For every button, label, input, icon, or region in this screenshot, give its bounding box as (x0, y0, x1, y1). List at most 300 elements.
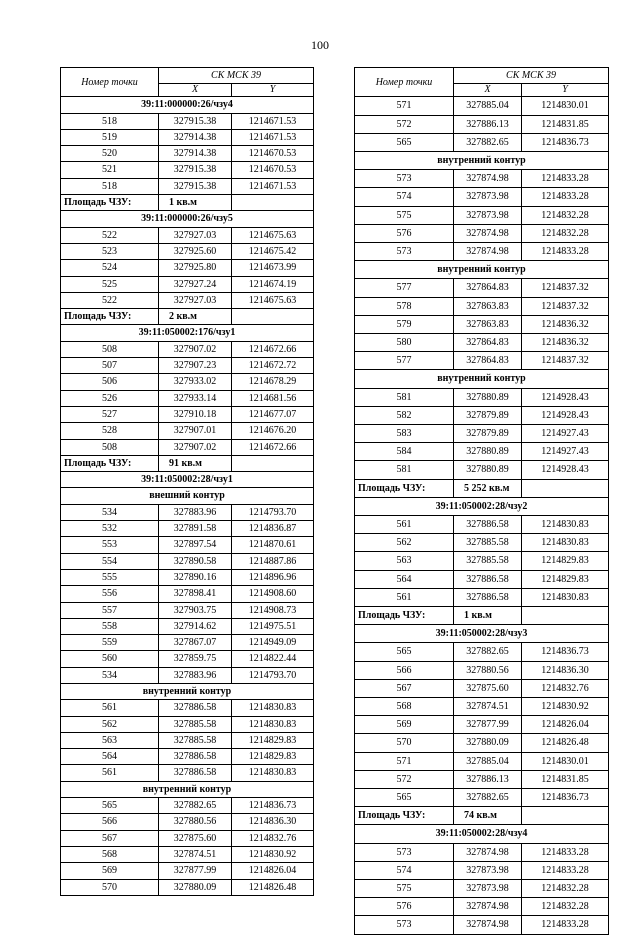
section-title: внутренний контур (355, 370, 609, 388)
point-number-cell: 581 (355, 388, 454, 406)
x-coordinate-cell: 327914.38 (159, 129, 232, 145)
point-number-cell: 578 (355, 297, 454, 315)
table-row (61, 162, 314, 178)
x-coordinate-cell: 327880.56 (454, 661, 522, 679)
area-label: Площадь ЧЗУ: (355, 606, 454, 624)
point-number-cell: 563 (61, 732, 159, 748)
area-label: Площадь ЧЗУ: (61, 455, 159, 471)
x-coordinate-cell: 327873.98 (454, 188, 522, 206)
x-coordinate-cell: 327880.89 (454, 443, 522, 461)
table-row (61, 586, 314, 602)
area-row (355, 606, 609, 624)
point-number-cell: 565 (355, 643, 454, 661)
point-number-cell: 506 (61, 374, 159, 390)
table-row (355, 297, 609, 315)
y-coordinate-cell: 1214836.73 (522, 133, 609, 151)
x-coordinate-cell: 327885.58 (454, 534, 522, 552)
table-row (355, 443, 609, 461)
coordinates-table-left (60, 67, 314, 896)
x-coordinate-cell: 327877.99 (159, 863, 232, 879)
table-row (355, 133, 609, 151)
x-coordinate-cell: 327914.62 (159, 618, 232, 634)
y-coordinate-cell: 1214826.48 (232, 879, 314, 895)
point-number-cell: 560 (61, 651, 159, 667)
table-row (355, 333, 609, 351)
y-coordinate-cell: 1214830.83 (232, 765, 314, 781)
table-row (61, 863, 314, 879)
empty-cell (522, 479, 609, 497)
point-number-cell: 566 (355, 661, 454, 679)
y-coordinate-cell: 1214830.92 (522, 698, 609, 716)
point-number-cell: 520 (61, 146, 159, 162)
table-row (61, 374, 314, 390)
y-coordinate-cell: 1214832.76 (232, 830, 314, 846)
header-row (61, 68, 314, 84)
y-coordinate-cell: 1214830.83 (232, 700, 314, 716)
table-row (61, 553, 314, 569)
x-coordinate-cell: 327885.58 (159, 732, 232, 748)
y-coordinate-cell: 1214832.28 (522, 206, 609, 224)
x-coordinate-cell: 327886.13 (454, 770, 522, 788)
point-number-cell: 526 (61, 390, 159, 406)
table-row (61, 732, 314, 748)
table-row (355, 188, 609, 206)
point-number-header: Номер точки (355, 68, 454, 97)
x-coordinate-cell: 327864.83 (454, 352, 522, 370)
area-row (61, 455, 314, 471)
table-row (355, 734, 609, 752)
table-row (61, 276, 314, 292)
point-number-cell: 579 (355, 315, 454, 333)
x-coordinate-cell: 327875.60 (159, 830, 232, 846)
y-coordinate-cell: 1214678.29 (232, 374, 314, 390)
point-number-cell: 532 (61, 521, 159, 537)
y-coordinate-cell: 1214927.43 (522, 424, 609, 442)
table-row (61, 521, 314, 537)
y-coordinate-cell: 1214675.63 (232, 292, 314, 308)
page-number: 100 (311, 38, 329, 52)
point-number-cell: 565 (355, 789, 454, 807)
y-coordinate-cell: 1214829.83 (522, 570, 609, 588)
table-row (355, 97, 609, 115)
section-title: 39:11:000000:26/чзу5 (61, 211, 314, 227)
section-header-row (61, 211, 314, 227)
y-coordinate-cell: 1214675.63 (232, 227, 314, 243)
y-coordinate-cell: 1214928.43 (522, 461, 609, 479)
point-number-cell: 575 (355, 880, 454, 898)
x-coordinate-cell: 327873.98 (454, 206, 522, 224)
x-coordinate-cell: 327864.83 (454, 333, 522, 351)
point-number-cell: 561 (355, 515, 454, 533)
table-row (355, 861, 609, 879)
table-row (61, 749, 314, 765)
point-number-cell: 573 (355, 170, 454, 188)
y-coordinate-cell: 1214830.83 (522, 588, 609, 606)
x-coordinate-cell: 327874.98 (454, 170, 522, 188)
x-coordinate-cell: 327880.09 (454, 734, 522, 752)
x-coordinate-cell: 327882.65 (159, 798, 232, 814)
table-row (355, 588, 609, 606)
x-coordinate-cell: 327898.41 (159, 586, 232, 602)
x-coordinate-cell: 327890.16 (159, 569, 232, 585)
point-number-cell: 561 (61, 765, 159, 781)
point-number-cell: 555 (61, 569, 159, 585)
x-coordinate-cell: 327915.38 (159, 113, 232, 129)
x-coordinate-cell: 327910.18 (159, 406, 232, 422)
empty-cell (522, 606, 609, 624)
y-coordinate-cell: 1214908.60 (232, 586, 314, 602)
x-coordinate-cell: 327874.51 (159, 846, 232, 862)
table-row (61, 178, 314, 194)
point-number-cell: 525 (61, 276, 159, 292)
point-number-cell: 569 (61, 863, 159, 879)
y-coordinate-cell: 1214837.32 (522, 297, 609, 315)
crs-header: СК МСК 39 (454, 68, 609, 84)
x-coordinate-cell: 327859.75 (159, 651, 232, 667)
y-coordinate-cell: 1214837.32 (522, 279, 609, 297)
table-row (61, 537, 314, 553)
point-number-cell: 564 (355, 570, 454, 588)
x-coordinate-cell: 327874.51 (454, 698, 522, 716)
area-value: 5 252 кв.м (454, 479, 522, 497)
y-coordinate-cell: 1214949.09 (232, 635, 314, 651)
section-title: 39:11:000000:26/чзу4 (61, 97, 314, 113)
y-coordinate-cell: 1214870.61 (232, 537, 314, 553)
y-coordinate-cell: 1214833.28 (522, 916, 609, 934)
table-row (355, 898, 609, 916)
y-coordinate-cell: 1214831.85 (522, 770, 609, 788)
x-coordinate-cell: 327879.89 (454, 406, 522, 424)
point-number-cell: 562 (61, 716, 159, 732)
x-coordinate-cell: 327867.07 (159, 635, 232, 651)
table-row (355, 388, 609, 406)
table-row (355, 679, 609, 697)
x-coordinate-cell: 327885.04 (454, 752, 522, 770)
x-coordinate-cell: 327874.98 (454, 898, 522, 916)
point-number-cell: 521 (61, 162, 159, 178)
x-coordinate-cell: 327907.01 (159, 423, 232, 439)
x-coordinate-cell: 327883.96 (159, 504, 232, 520)
point-number-header: Номер точки (61, 68, 159, 97)
y-coordinate-cell: 1214928.43 (522, 406, 609, 424)
y-coordinate-cell: 1214908.73 (232, 602, 314, 618)
table-row (355, 406, 609, 424)
y-coordinate-cell: 1214832.76 (522, 679, 609, 697)
point-number-cell: 574 (355, 861, 454, 879)
x-coordinate-cell: 327886.58 (159, 765, 232, 781)
y-coordinate-cell: 1214836.73 (232, 798, 314, 814)
y-coordinate-cell: 1214833.28 (522, 242, 609, 260)
point-number-cell: 569 (355, 716, 454, 734)
y-coordinate-cell: 1214831.85 (522, 115, 609, 133)
y-coordinate-cell: 1214832.28 (522, 224, 609, 242)
y-coordinate-cell: 1214672.72 (232, 358, 314, 374)
table-row (61, 765, 314, 781)
y-coordinate-cell: 1214832.28 (522, 880, 609, 898)
table-row (355, 115, 609, 133)
y-coordinate-cell: 1214793.70 (232, 667, 314, 683)
y-coordinate-cell: 1214671.53 (232, 178, 314, 194)
table-row (355, 242, 609, 260)
y-header: Y (522, 84, 609, 97)
point-number-cell: 563 (355, 552, 454, 570)
table-row (61, 716, 314, 732)
y-coordinate-cell: 1214826.48 (522, 734, 609, 752)
table-row (61, 651, 314, 667)
point-number-cell: 570 (355, 734, 454, 752)
table-row (355, 770, 609, 788)
y-coordinate-cell: 1214830.83 (232, 716, 314, 732)
table-row (355, 698, 609, 716)
header-row (355, 68, 609, 84)
x-coordinate-cell: 327933.02 (159, 374, 232, 390)
table-row (355, 534, 609, 552)
x-coordinate-cell: 327907.23 (159, 358, 232, 374)
y-coordinate-cell: 1214836.30 (232, 814, 314, 830)
point-number-cell: 573 (355, 916, 454, 934)
point-number-cell: 553 (61, 537, 159, 553)
x-coordinate-cell: 327863.83 (454, 297, 522, 315)
x-coordinate-cell: 327886.58 (159, 700, 232, 716)
point-number-cell: 574 (355, 188, 454, 206)
table-row (355, 661, 609, 679)
y-coordinate-cell: 1214830.01 (522, 752, 609, 770)
area-row (355, 479, 609, 497)
table-row (61, 113, 314, 129)
point-number-cell: 524 (61, 260, 159, 276)
point-number-cell: 523 (61, 243, 159, 259)
y-coordinate-cell: 1214672.66 (232, 341, 314, 357)
section-title: внутренний контур (355, 151, 609, 169)
x-coordinate-cell: 327907.02 (159, 341, 232, 357)
x-coordinate-cell: 327885.04 (454, 97, 522, 115)
table-row (355, 752, 609, 770)
point-number-cell: 584 (355, 443, 454, 461)
x-header: X (454, 84, 522, 97)
table-row (61, 423, 314, 439)
table-row (61, 129, 314, 145)
table-row (355, 352, 609, 370)
section-header-row (61, 325, 314, 341)
y-coordinate-cell: 1214677.07 (232, 406, 314, 422)
point-number-cell: 566 (61, 814, 159, 830)
section-header-row (61, 97, 314, 113)
y-coordinate-cell: 1214927.43 (522, 443, 609, 461)
y-coordinate-cell: 1214928.43 (522, 388, 609, 406)
y-coordinate-cell: 1214793.70 (232, 504, 314, 520)
point-number-cell: 527 (61, 406, 159, 422)
section-title: 39:11:050002:176/чзу1 (61, 325, 314, 341)
x-coordinate-cell: 327874.98 (454, 916, 522, 934)
table-row (61, 292, 314, 308)
point-number-cell: 576 (355, 224, 454, 242)
x-coordinate-cell: 327864.83 (454, 279, 522, 297)
point-number-cell: 575 (355, 206, 454, 224)
point-number-cell: 577 (355, 279, 454, 297)
x-coordinate-cell: 327925.60 (159, 243, 232, 259)
point-number-cell: 559 (61, 635, 159, 651)
point-number-cell: 582 (355, 406, 454, 424)
table-row (355, 643, 609, 661)
area-label: Площадь ЧЗУ: (355, 807, 454, 825)
y-coordinate-cell: 1214670.53 (232, 146, 314, 162)
x-coordinate-cell: 327873.98 (454, 861, 522, 879)
point-number-cell: 565 (355, 133, 454, 151)
table-row (355, 279, 609, 297)
area-value: 1 кв.м (159, 195, 232, 211)
area-value: 1 кв.м (454, 606, 522, 624)
point-number-cell: 581 (355, 461, 454, 479)
x-coordinate-cell: 327874.98 (454, 843, 522, 861)
point-number-cell: 534 (61, 667, 159, 683)
x-header: X (159, 84, 232, 97)
empty-cell (232, 455, 314, 471)
table-row (61, 227, 314, 243)
table-row (61, 146, 314, 162)
area-row (61, 195, 314, 211)
table-row (61, 667, 314, 683)
x-coordinate-cell: 327863.83 (454, 315, 522, 333)
table-row (355, 552, 609, 570)
section-header-row (355, 151, 609, 169)
y-coordinate-cell: 1214830.83 (522, 534, 609, 552)
y-coordinate-cell: 1214822.44 (232, 651, 314, 667)
point-number-cell: 558 (61, 618, 159, 634)
x-coordinate-cell: 327885.58 (159, 716, 232, 732)
section-title: 39:11:050002:28/чзу3 (355, 625, 609, 643)
y-coordinate-cell: 1214837.32 (522, 352, 609, 370)
section-title: 39:11:050002:28/чзу2 (355, 497, 609, 515)
table-row (61, 358, 314, 374)
y-coordinate-cell: 1214836.32 (522, 315, 609, 333)
point-number-cell: 571 (355, 97, 454, 115)
x-coordinate-cell: 327886.58 (159, 749, 232, 765)
x-coordinate-cell: 327890.58 (159, 553, 232, 569)
y-coordinate-cell: 1214830.83 (522, 515, 609, 533)
x-coordinate-cell: 327873.98 (454, 880, 522, 898)
x-coordinate-cell: 327886.58 (454, 588, 522, 606)
x-coordinate-cell: 327886.58 (454, 570, 522, 588)
section-title: внешний контур (61, 488, 314, 504)
x-coordinate-cell: 327874.98 (454, 242, 522, 260)
table-row (355, 515, 609, 533)
table-row (61, 243, 314, 259)
table-row (61, 798, 314, 814)
point-number-cell: 522 (61, 292, 159, 308)
point-number-cell: 570 (61, 879, 159, 895)
point-number-cell: 508 (61, 439, 159, 455)
y-coordinate-cell: 1214832.28 (522, 898, 609, 916)
point-number-cell: 568 (355, 698, 454, 716)
point-number-cell: 572 (355, 115, 454, 133)
table-row (61, 814, 314, 830)
area-value: 2 кв.м (159, 309, 232, 325)
point-number-cell: 518 (61, 113, 159, 129)
y-coordinate-cell: 1214671.53 (232, 129, 314, 145)
area-value: 74 кв.м (454, 807, 522, 825)
area-value: 91 кв.м (159, 455, 232, 471)
point-number-cell: 567 (61, 830, 159, 846)
table-row (355, 461, 609, 479)
table-row (61, 700, 314, 716)
x-coordinate-cell: 327886.58 (454, 515, 522, 533)
table-row (355, 570, 609, 588)
y-coordinate-cell: 1214833.28 (522, 170, 609, 188)
point-number-cell: 576 (355, 898, 454, 916)
point-number-cell: 568 (61, 846, 159, 862)
x-coordinate-cell: 327927.24 (159, 276, 232, 292)
section-header-row (61, 488, 314, 504)
x-coordinate-cell: 327882.65 (454, 133, 522, 151)
section-header-row (355, 370, 609, 388)
y-coordinate-cell: 1214975.51 (232, 618, 314, 634)
section-header-row (61, 472, 314, 488)
table-row (355, 315, 609, 333)
y-coordinate-cell: 1214826.04 (522, 716, 609, 734)
y-coordinate-cell: 1214836.87 (232, 521, 314, 537)
x-coordinate-cell: 327875.60 (454, 679, 522, 697)
empty-cell (232, 309, 314, 325)
point-number-cell: 564 (61, 749, 159, 765)
point-number-cell: 556 (61, 586, 159, 602)
point-number-cell: 522 (61, 227, 159, 243)
x-coordinate-cell: 327886.13 (454, 115, 522, 133)
section-header-row (355, 497, 609, 515)
x-coordinate-cell: 327882.65 (454, 643, 522, 661)
x-coordinate-cell: 327874.98 (454, 224, 522, 242)
x-coordinate-cell: 327925.80 (159, 260, 232, 276)
section-header-row (61, 683, 314, 699)
table-row (355, 424, 609, 442)
y-coordinate-cell: 1214829.83 (232, 749, 314, 765)
table-row (61, 635, 314, 651)
point-number-cell: 518 (61, 178, 159, 194)
coordinates-table-right (354, 67, 609, 935)
x-coordinate-cell: 327927.03 (159, 292, 232, 308)
point-number-cell: 577 (355, 352, 454, 370)
point-number-cell: 534 (61, 504, 159, 520)
section-title: внутренний контур (355, 261, 609, 279)
x-coordinate-cell: 327897.54 (159, 537, 232, 553)
point-number-cell: 562 (355, 534, 454, 552)
point-number-cell: 557 (61, 602, 159, 618)
y-coordinate-cell: 1214675.42 (232, 243, 314, 259)
x-coordinate-cell: 327891.58 (159, 521, 232, 537)
point-number-cell: 528 (61, 423, 159, 439)
x-coordinate-cell: 327914.38 (159, 146, 232, 162)
x-coordinate-cell: 327880.09 (159, 879, 232, 895)
y-coordinate-cell: 1214673.99 (232, 260, 314, 276)
point-number-cell: 519 (61, 129, 159, 145)
table-row (355, 916, 609, 934)
y-coordinate-cell: 1214833.28 (522, 861, 609, 879)
y-coordinate-cell: 1214676.20 (232, 423, 314, 439)
x-coordinate-cell: 327933.14 (159, 390, 232, 406)
x-coordinate-cell: 327882.65 (454, 789, 522, 807)
y-coordinate-cell: 1214830.92 (232, 846, 314, 862)
point-number-cell: 561 (61, 700, 159, 716)
point-number-cell: 573 (355, 843, 454, 861)
x-coordinate-cell: 327879.89 (454, 424, 522, 442)
point-number-cell: 572 (355, 770, 454, 788)
table-row (355, 843, 609, 861)
y-coordinate-cell: 1214826.04 (232, 863, 314, 879)
x-coordinate-cell: 327907.02 (159, 439, 232, 455)
table-row (61, 879, 314, 895)
section-header-row (355, 625, 609, 643)
x-coordinate-cell: 327915.38 (159, 178, 232, 194)
x-coordinate-cell: 327880.89 (454, 461, 522, 479)
